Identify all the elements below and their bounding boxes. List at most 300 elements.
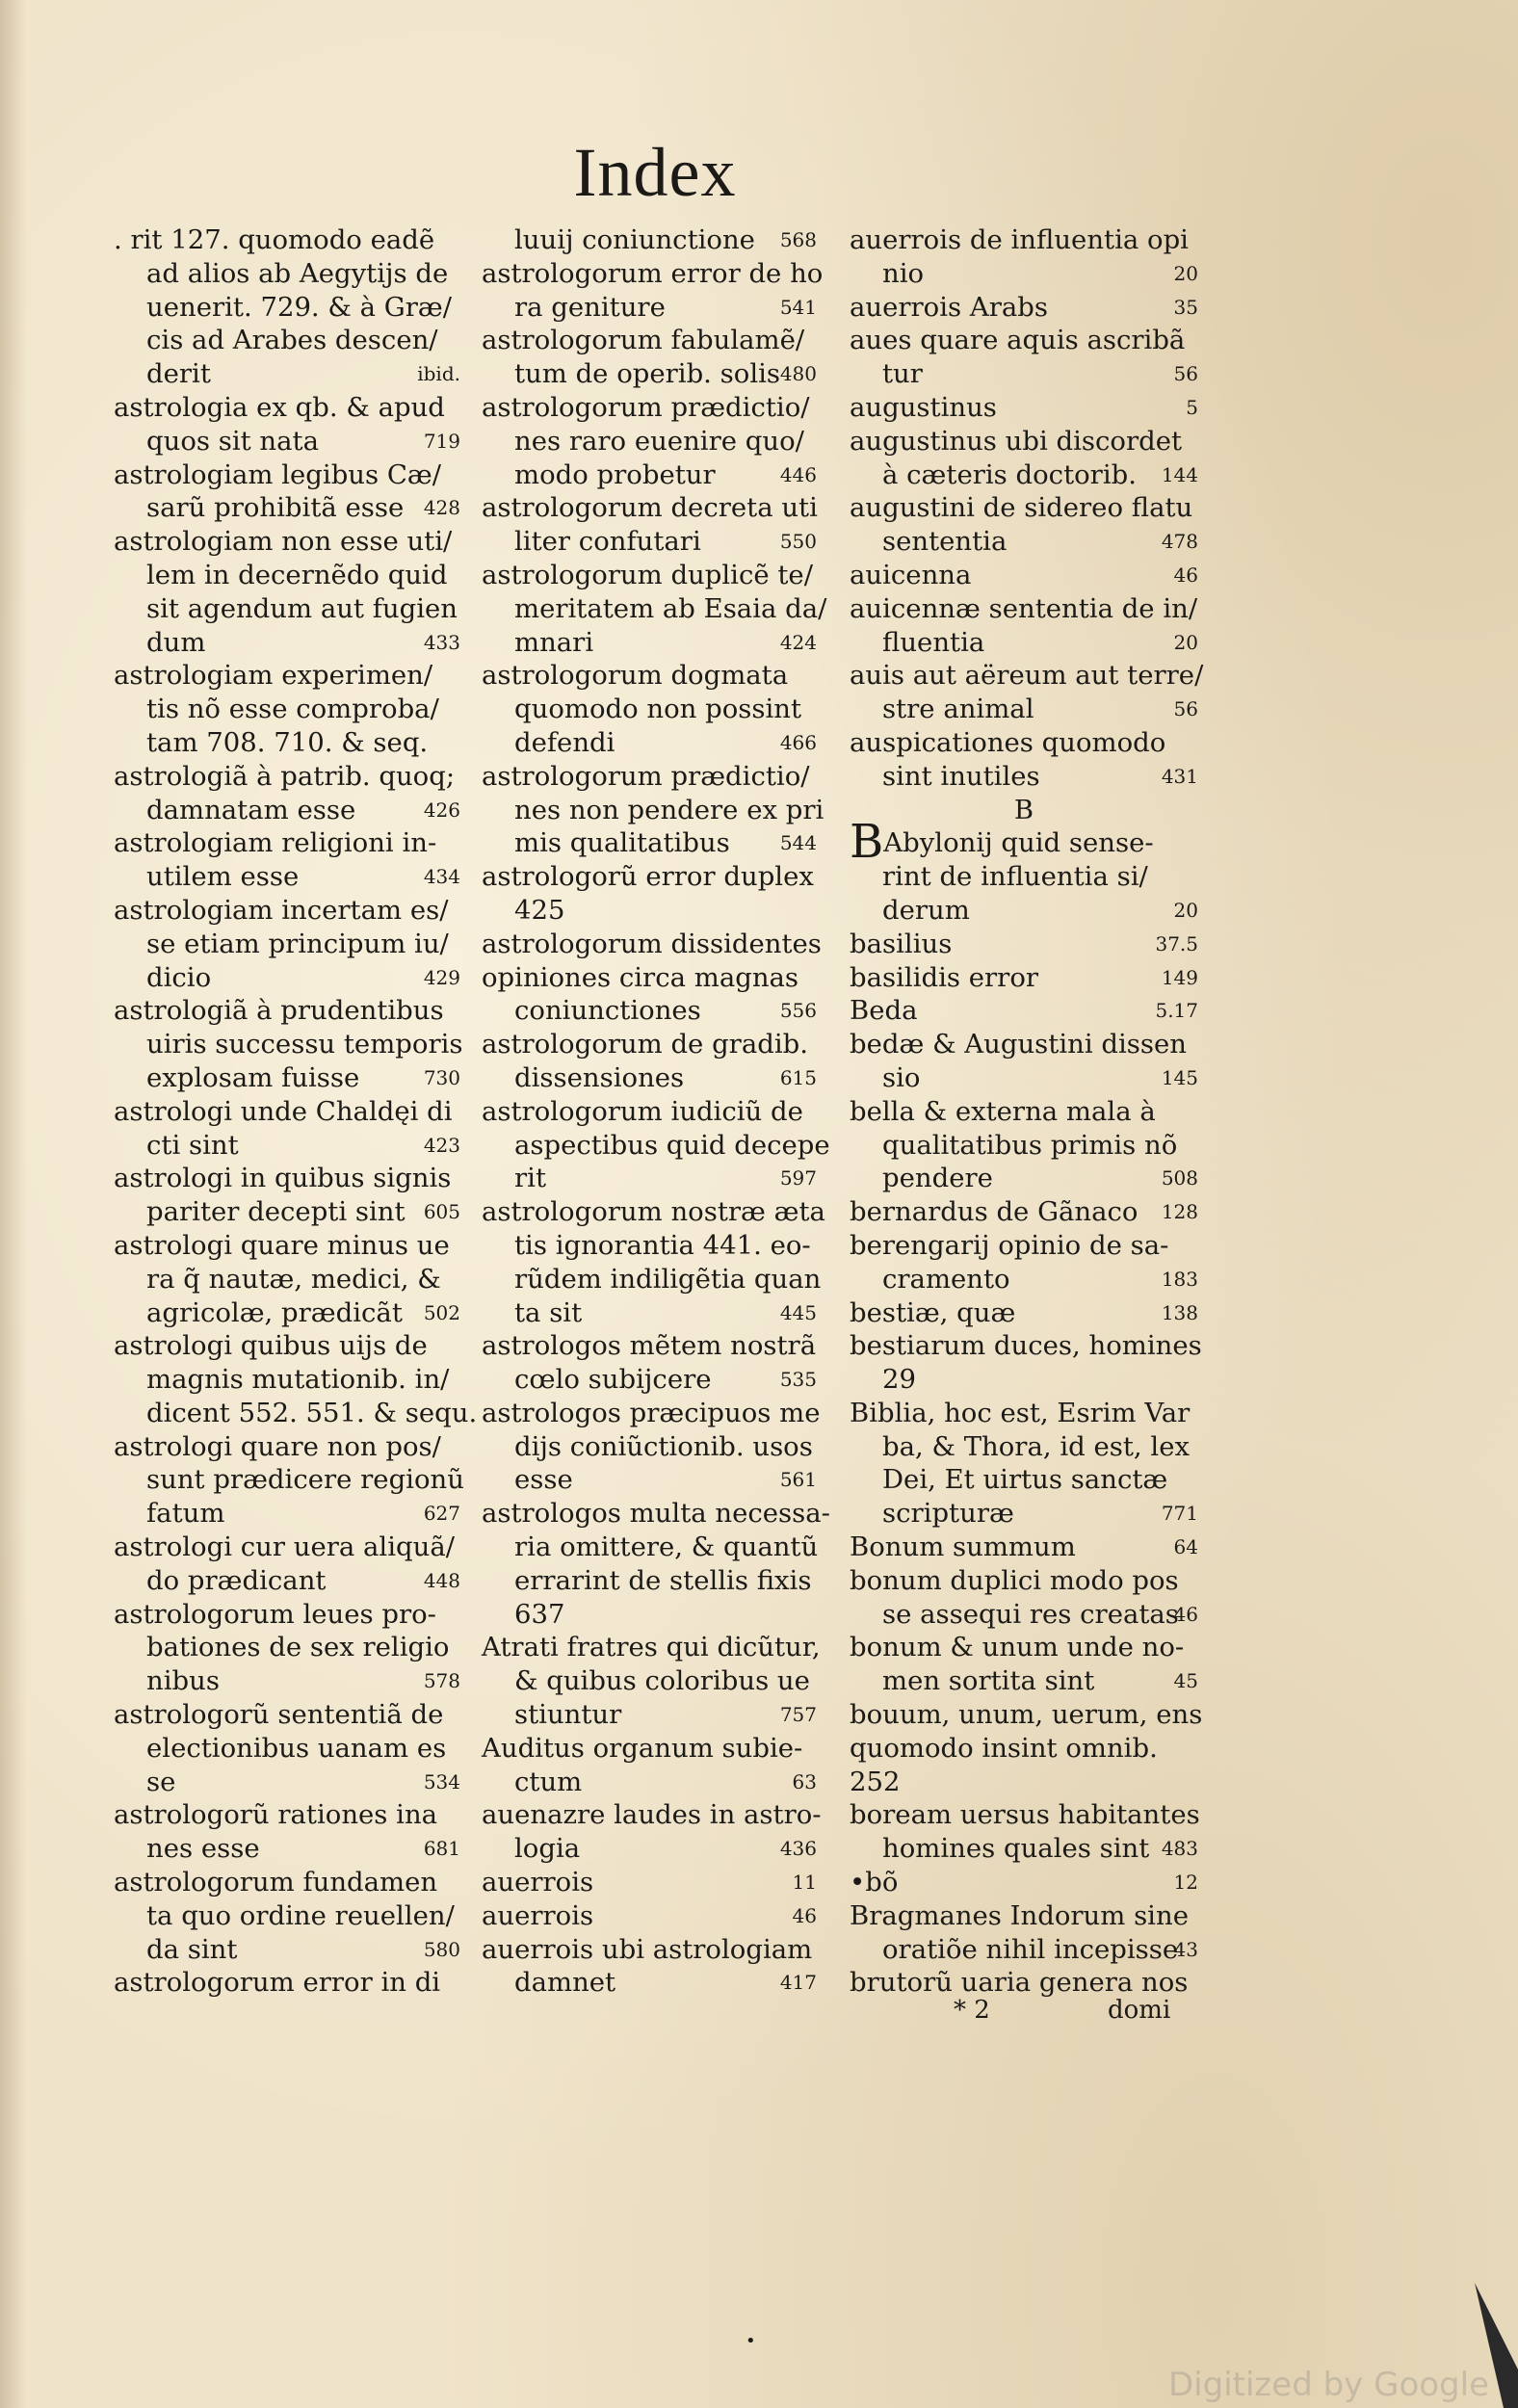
entry-text: dum: [146, 626, 206, 658]
entry-text: defendi: [514, 726, 615, 758]
index-entry: [850, 1899, 1198, 1933]
entry-text: astrologiam religioni in-: [114, 827, 437, 859]
index-entry: [482, 1162, 817, 1195]
entry-text: oratiõe nihil incepisse: [882, 1933, 1179, 1965]
entry-text: dicent 552. 551. & sequ.: [146, 1397, 478, 1428]
entry-text: lem in decernẽdo quid: [146, 559, 448, 590]
entry-text: opiniones circa magnas: [482, 961, 799, 993]
index-entry: [482, 1798, 822, 1832]
index-entry: [482, 794, 824, 827]
index-entry: [850, 1329, 1202, 1363]
index-entry: [114, 1497, 460, 1531]
index-entry: [114, 1698, 460, 1732]
index-entry: [850, 1061, 1198, 1095]
index-entry: [114, 860, 460, 894]
index-entry: [482, 324, 817, 357]
index-entry: [114, 1598, 460, 1632]
index-entry: [114, 1866, 460, 1899]
entry-text: astrologiam experimen/: [114, 660, 433, 692]
page-corner-shadow: [1306, 2254, 1518, 2408]
index-entry: [482, 826, 817, 860]
entry-text: mis qualitatibus: [514, 827, 730, 859]
index-entry: [850, 592, 1198, 626]
entry-text: auspicationes quomodo: [850, 726, 1166, 758]
entry-text: astrologiã à patrib. quoq;: [114, 760, 456, 792]
page-number: 429: [423, 965, 460, 989]
index-entry: [482, 760, 817, 794]
index-entry: [850, 860, 1198, 894]
index-entry: [114, 1329, 460, 1363]
page-number: 478: [1161, 530, 1198, 554]
page-number: 483: [1161, 1837, 1198, 1861]
entry-text: dissensiones: [514, 1061, 685, 1093]
index-entry: [850, 1732, 1198, 1766]
index-entry: [850, 1229, 1198, 1263]
entry-text: astrologorum fabulamẽ/: [482, 325, 805, 356]
index-entry: [114, 525, 460, 559]
index-entry: [482, 1664, 817, 1698]
entry-text: quos sit nata: [146, 425, 319, 457]
entry-text: bernardus de Gãnaco: [850, 1196, 1138, 1228]
index-entry: [482, 1363, 817, 1397]
entry-text: basilius: [850, 928, 953, 959]
entry-text: sio: [882, 1061, 921, 1093]
index-entry: [482, 1296, 817, 1330]
page-number: 64: [1173, 1535, 1198, 1559]
entry-text: quomodo non possint: [514, 694, 802, 725]
index-entry: [114, 223, 460, 257]
index-entry: [850, 894, 1198, 928]
page-number: 46: [1173, 563, 1198, 587]
page-number: 578: [423, 1669, 460, 1693]
entry-text: bedæ & Augustini dissen: [850, 1029, 1187, 1060]
index-entry: [114, 458, 460, 492]
index-entry: [850, 994, 1198, 1028]
page-number: 20: [1173, 898, 1198, 922]
page-number: 20: [1173, 261, 1198, 285]
index-entry: [482, 357, 817, 391]
page-number: 5: [1186, 395, 1198, 419]
entry-text: astrologorum dissidentes: [482, 928, 822, 959]
page-footer: [954, 1996, 1171, 2025]
index-entry: [482, 458, 817, 492]
page-number: 45: [1173, 1669, 1198, 1693]
entry-text: berengarij opinio de sa-: [850, 1229, 1169, 1261]
page-dot: •: [746, 2331, 756, 2351]
index-entry: [482, 1564, 817, 1598]
entry-text: damnet: [514, 1967, 616, 1999]
index-entry: [850, 1598, 1198, 1632]
entry-text: mnari: [514, 626, 594, 658]
index-entry: [850, 425, 1198, 458]
page-number: 46: [792, 1903, 817, 1927]
index-entry: [850, 1397, 1198, 1430]
entry-text: scripturæ: [882, 1498, 1014, 1530]
index-entry: [114, 1363, 460, 1397]
index-entry: [114, 1095, 460, 1129]
entry-text: 29: [882, 1364, 916, 1396]
entry-text: logia: [514, 1833, 581, 1865]
entry-text: basilidis error: [850, 961, 1039, 993]
entry-text: astrologi cur uera aliquã/: [114, 1531, 455, 1563]
index-entry: [114, 894, 460, 928]
index-entry: [114, 928, 460, 961]
index-entry: [482, 592, 827, 626]
index-entry: [482, 1263, 822, 1296]
index-entry: [850, 693, 1198, 726]
drop-capital: B: [850, 815, 884, 870]
entry-text: astrologorum iudiciũ de: [482, 1095, 803, 1127]
index-entry: [114, 1296, 460, 1330]
page-number: 11: [792, 1871, 817, 1895]
index-entry: [850, 1296, 1198, 1330]
index-entry: [114, 1061, 460, 1095]
entry-text: auenazre laudes in astro-: [482, 1799, 822, 1831]
index-entry: [850, 1631, 1198, 1664]
entry-text: astrologiam legibus Cæ/: [114, 458, 442, 490]
index-entry: [850, 1195, 1198, 1229]
index-entry: [482, 491, 817, 525]
index-entry: [114, 693, 460, 726]
page-number: 144: [1161, 462, 1198, 486]
index-entry: [850, 525, 1198, 559]
index-entry: [850, 1162, 1198, 1195]
entry-text: nes esse: [146, 1833, 260, 1865]
entry-text: cti sint: [146, 1129, 239, 1161]
index-entry: [850, 291, 1198, 325]
index-entry: [850, 659, 1204, 693]
entry-text: Auditus organum subie-: [482, 1732, 803, 1764]
entry-text: Biblia, hoc est, Esrim Var: [850, 1397, 1191, 1428]
entry-text: bationes de sex religio: [146, 1632, 450, 1663]
entry-text: Dei, Et uirtus sanctæ: [882, 1464, 1168, 1496]
page-number: ibid.: [417, 362, 460, 386]
entry-text: qualitatibus primis nõ: [882, 1129, 1178, 1161]
entry-text: sint inutiles: [882, 760, 1040, 792]
entry-text: rint de influentia si/: [882, 861, 1148, 893]
index-entry: [850, 257, 1198, 291]
entry-text: sunt prædicere regionũ: [146, 1464, 464, 1496]
index-entry: [850, 491, 1198, 525]
entry-text: Beda: [850, 995, 918, 1027]
index-entry: [482, 1028, 817, 1061]
page-number: 480: [779, 362, 817, 386]
entry-text: liter confutari: [514, 526, 701, 558]
index-entry: [114, 257, 460, 291]
entry-text: agricolæ, prædicãt: [146, 1296, 403, 1328]
index-entry: [850, 626, 1198, 660]
page-number: 445: [779, 1300, 817, 1324]
index-entry: [482, 1430, 817, 1464]
index-entry: [114, 1531, 460, 1564]
index-entry: [114, 760, 460, 794]
entry-text: ria omittere, & quantũ: [514, 1531, 819, 1563]
index-entry: [114, 559, 460, 592]
entry-text: dijs coniũctionib. usos: [514, 1430, 813, 1462]
entry-text: brutorũ uaria genera nos: [850, 1967, 1189, 1999]
index-entry: [482, 1195, 825, 1229]
entry-text: bonum duplici modo pos: [850, 1564, 1179, 1596]
entry-text: do prædicant: [146, 1564, 327, 1596]
entry-text: auerrois de influentia opi: [850, 224, 1189, 255]
entry-text: à cæteris doctorib.: [882, 458, 1137, 490]
index-entry: [482, 1463, 817, 1497]
entry-text: nes raro euenire quo/: [514, 425, 804, 457]
entry-text: 252: [850, 1766, 901, 1797]
entry-text: auerrois: [482, 1899, 594, 1931]
index-entry: [482, 1329, 817, 1363]
index-entry: [114, 659, 460, 693]
entry-text: bestiarum duces, homines: [850, 1330, 1202, 1362]
page-number: 433: [423, 630, 460, 654]
digitization-watermark: Digitized by Google: [1168, 2366, 1489, 2404]
entry-text: se etiam principum iu/: [146, 928, 449, 959]
index-entry: [850, 357, 1198, 391]
entry-text: augustini de sidereo flatu: [850, 492, 1193, 524]
page-title: Index: [573, 134, 737, 211]
page-edge-shadow: [0, 0, 27, 2408]
page-number: 149: [1161, 965, 1198, 989]
page-number: 502: [423, 1300, 460, 1324]
index-entry: [114, 1162, 460, 1195]
entry-text: astrologorum dogmata: [482, 660, 789, 692]
index-entry: [482, 693, 817, 726]
index-entry: [482, 1866, 817, 1899]
entry-text: men sortita sint: [882, 1665, 1095, 1697]
page-number: 719: [423, 429, 460, 453]
page-number: 541: [779, 295, 817, 319]
entry-text: astrologorũ rationes ina: [114, 1799, 438, 1831]
index-entry: [114, 391, 460, 425]
page-number: 508: [1161, 1166, 1198, 1191]
entry-text: 425: [514, 894, 565, 926]
entry-text: astrologorum nostræ æta: [482, 1196, 825, 1228]
index-entry: [482, 1531, 817, 1564]
entry-text: nes non pendere ex pri: [514, 794, 824, 825]
page-number: 544: [779, 831, 817, 855]
page-number: 681: [423, 1837, 460, 1861]
entry-text: B: [1013, 794, 1034, 825]
entry-text: astrologorum leues pro-: [114, 1598, 436, 1630]
page-number: 12: [1173, 1871, 1198, 1895]
index-entry: [114, 1664, 460, 1698]
index-entry: [482, 1766, 817, 1799]
index-entry: [482, 1061, 817, 1095]
entry-text: derum: [882, 894, 970, 926]
page-number: 771: [1161, 1502, 1198, 1526]
page-number: 426: [423, 798, 460, 822]
index-entry: [482, 525, 817, 559]
index-entry: [114, 1263, 460, 1296]
entry-text: cramento: [882, 1263, 1010, 1295]
page-number: 556: [779, 999, 817, 1023]
page-number: 535: [779, 1368, 817, 1392]
page-number: 627: [423, 1502, 460, 1526]
index-entry: [482, 291, 817, 325]
page-number: 35: [1173, 295, 1198, 319]
index-entry: [114, 826, 460, 860]
entry-text: Bonum summum: [850, 1531, 1076, 1563]
page-number: 145: [1161, 1065, 1198, 1089]
entry-text: boream uersus habitantes: [850, 1799, 1200, 1831]
entry-text: derit: [146, 358, 211, 390]
entry-text: astrologi in quibus signis: [114, 1163, 452, 1194]
entry-text: ba, & Thora, id est, lex: [882, 1430, 1190, 1462]
index-entry: [482, 425, 817, 458]
entry-text: bella & externa mala à: [850, 1095, 1156, 1127]
entry-text: sarũ prohibitã esse: [146, 492, 405, 524]
entry-text: astrologorũ error duplex: [482, 861, 814, 893]
entry-text: cœlo subijcere: [514, 1364, 712, 1396]
entry-text: utilem esse: [146, 861, 300, 893]
entry-text: astrologi quare minus ue: [114, 1229, 450, 1261]
page-number: 615: [779, 1065, 817, 1089]
entry-text: bonum & unum unde no-: [850, 1632, 1185, 1663]
entry-text: rũdem indiligẽtia quan: [514, 1263, 822, 1295]
entry-text: tur: [882, 358, 923, 390]
entry-text: astrologi unde Chaldęi di: [114, 1095, 453, 1127]
entry-text: ctum: [514, 1766, 583, 1797]
page-number: 138: [1161, 1300, 1198, 1324]
index-entry: [114, 1028, 463, 1061]
entry-text: auerrois Arabs: [850, 291, 1048, 323]
index-entry: [482, 1229, 817, 1263]
page-number: 46: [1173, 1602, 1198, 1626]
page-number: 730: [423, 1065, 460, 1089]
entry-text: astrologiam non esse uti/: [114, 526, 453, 558]
entry-text: tis nõ esse comproba/: [146, 694, 439, 725]
signature-mark: * 2: [954, 1996, 990, 2025]
entry-text: astrologorum error de ho: [482, 257, 824, 289]
index-entry: [114, 491, 460, 525]
index-entry: [850, 1832, 1198, 1866]
entry-text: nibus: [146, 1665, 220, 1697]
index-entry: [482, 1598, 817, 1632]
index-entry: [114, 425, 460, 458]
entry-text: ra geniture: [514, 291, 666, 323]
entry-text: auis aut aëreum aut terre/: [850, 660, 1204, 692]
entry-text: auerrois ubi astrologiam: [482, 1933, 813, 1965]
entry-text: luuij coniunctione: [514, 224, 755, 255]
page-number: 56: [1173, 697, 1198, 721]
entry-text: errarint de stellis fixis: [514, 1564, 812, 1596]
entry-text: astrologi quare non pos/: [114, 1430, 441, 1462]
entry-text: pariter decepti sint: [146, 1196, 406, 1228]
index-entry: [482, 1095, 817, 1129]
entry-text: auicenna: [850, 559, 972, 590]
index-entry: [114, 1766, 460, 1799]
index-entry: [850, 815, 1198, 870]
index-entry: [482, 391, 817, 425]
index-entry: [114, 357, 460, 391]
index-column-1: [114, 223, 478, 2000]
entry-text: astrologos multa necessa-: [482, 1498, 830, 1530]
entry-text: aues quare aquis ascribã: [850, 325, 1186, 356]
index-column-3: [850, 223, 1204, 2000]
page-number: 434: [423, 865, 460, 889]
entry-text: uenerit. 729. & à Græ/: [146, 291, 453, 323]
page-number: 605: [423, 1200, 460, 1224]
index-entry: [114, 1129, 460, 1163]
entry-text: modo probetur: [514, 458, 716, 490]
index-entry: [850, 1766, 1198, 1799]
index-entry: [482, 860, 817, 894]
index-entry: [850, 559, 1198, 592]
entry-text: . rit 127. quomodo eadẽ: [114, 224, 435, 255]
entry-text: aspectibus quid decepe: [514, 1129, 830, 1161]
index-entry: [850, 1531, 1198, 1564]
index-entry: [114, 291, 460, 325]
index-entry: [114, 1966, 460, 2000]
entry-text: astrologiam incertam es/: [114, 894, 449, 926]
index-entry: [850, 726, 1198, 760]
index-entry: [482, 257, 824, 291]
entry-text: astrologorum decreta uti: [482, 492, 818, 524]
index-entry: [114, 626, 460, 660]
index-entry: [850, 1664, 1198, 1698]
index-entry: [482, 994, 817, 1028]
page-number: 446: [779, 462, 817, 486]
entry-text: electionibus uanam es: [146, 1732, 447, 1764]
index-entry: [482, 1832, 817, 1866]
entry-text: ra q̃ nautæ, medici, &: [146, 1263, 441, 1295]
index-entry: [850, 1798, 1198, 1832]
index-entry: [482, 928, 822, 961]
entry-text: coniunctiones: [514, 995, 701, 1027]
entry-text: astrologorũ sententiã de: [114, 1699, 444, 1731]
page-number: 534: [423, 1769, 460, 1793]
index-entry: [114, 324, 460, 357]
page-number: 448: [423, 1568, 460, 1592]
entry-text: nio: [882, 257, 925, 289]
index-entry: [482, 1497, 830, 1531]
index-entry: [482, 1933, 817, 1967]
index-entry: [482, 1698, 817, 1732]
page-number: 550: [779, 530, 817, 554]
index-entry: [850, 1933, 1198, 1967]
entry-text: uiris successu temporis: [146, 1029, 463, 1060]
index-entry: [850, 1497, 1198, 1531]
index-entry: [850, 760, 1198, 794]
entry-text: da sint: [146, 1933, 238, 1965]
entry-text: astrologorum duplicẽ te/: [482, 559, 813, 590]
entry-text: astrologos mẽtem nostrã: [482, 1330, 817, 1362]
entry-text: pendere: [882, 1163, 993, 1194]
entry-text: damnatam esse: [146, 794, 356, 825]
entry-text: astrologorum prædictio/: [482, 391, 810, 423]
catchword: domi: [1108, 1996, 1171, 2025]
entry-text: astrologi quibus uijs de: [114, 1330, 428, 1362]
index-entry: [482, 1899, 817, 1933]
entry-text: & quibus coloribus ue: [514, 1665, 810, 1697]
index-entry: [114, 1631, 460, 1664]
index-entry: [482, 726, 817, 760]
section-letter: [850, 794, 1198, 827]
entry-text: astrologos præcipuos me: [482, 1397, 821, 1428]
index-entry: [482, 1397, 821, 1430]
entry-text: stiuntur: [514, 1699, 622, 1731]
entry-text: rit: [514, 1163, 546, 1194]
page-number: 37.5: [1155, 931, 1198, 955]
entry-text: astrologia ex qb. & apud: [114, 391, 445, 423]
page-number: 128: [1161, 1200, 1198, 1224]
entry-text: stre animal: [882, 694, 1034, 725]
entry-text: quomodo insint omnib.: [850, 1732, 1158, 1764]
entry-text: Atrati fratres qui dicũtur,: [482, 1632, 821, 1663]
index-entry: [114, 794, 460, 827]
index-entry: [850, 1363, 1198, 1397]
index-entry: [114, 1832, 460, 1866]
